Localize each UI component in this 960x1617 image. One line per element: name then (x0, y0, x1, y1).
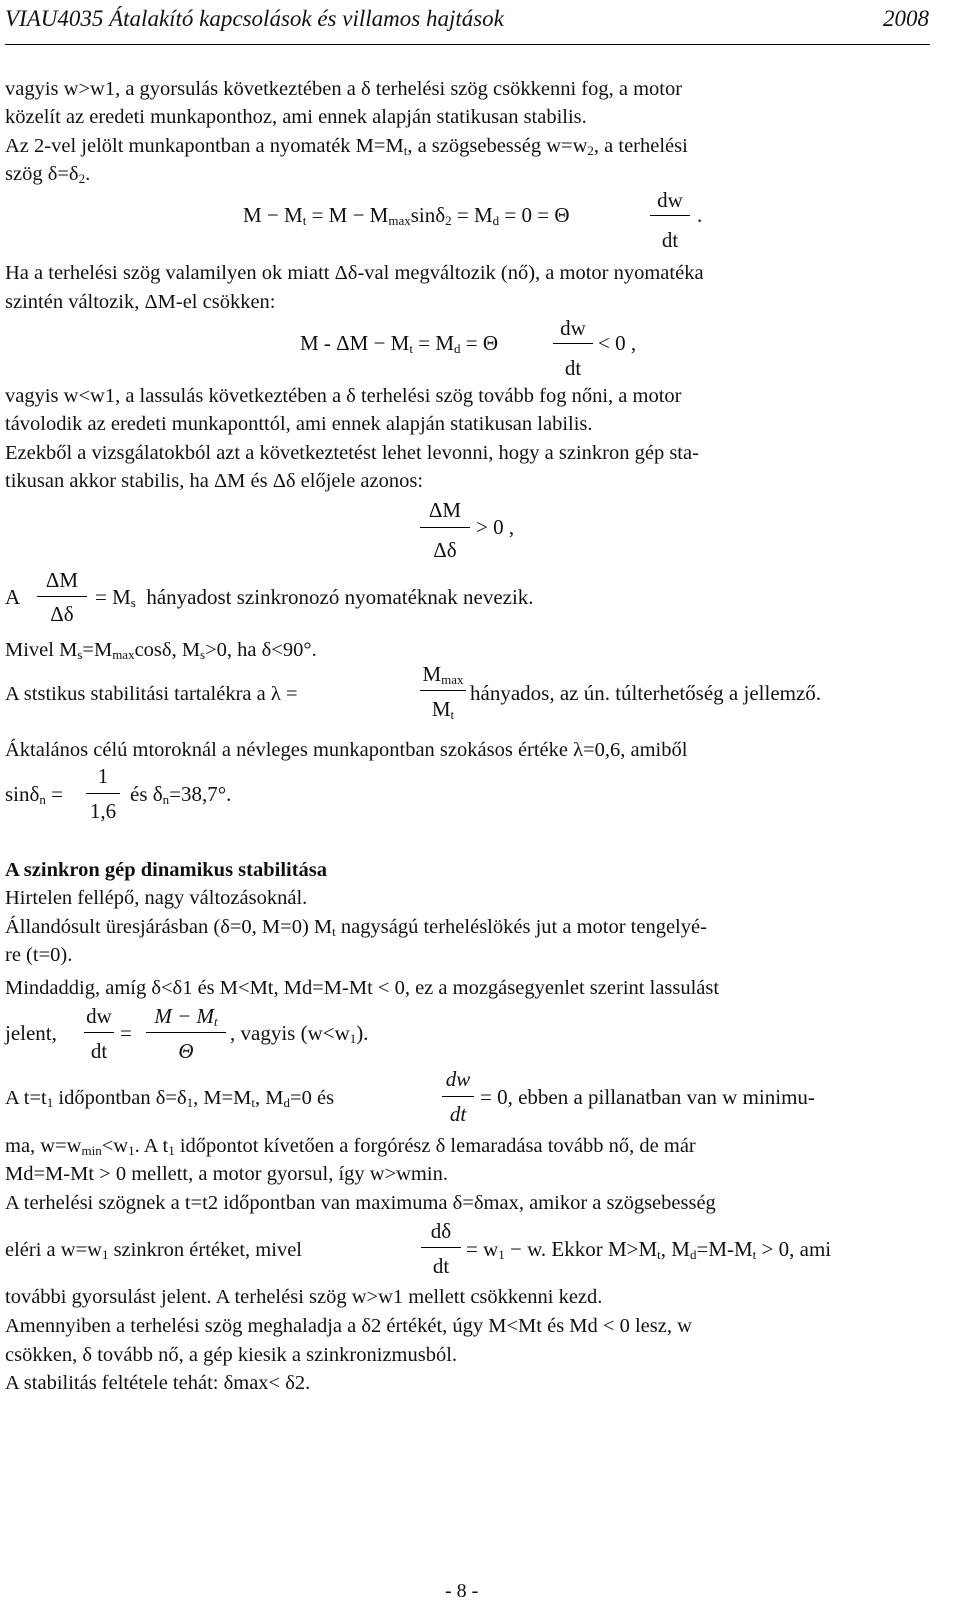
paragraph-line: csökken, δ tovább nő, a gép kiesik a szinkronizmusból. (5, 1344, 458, 1366)
fraction-denominator: dt (432, 1254, 450, 1278)
fraction-denominator: 1,6 (89, 799, 117, 823)
fraction-numerator: dδ (430, 1219, 452, 1243)
paragraph-line: szög $\delta=\delta_2$. (5, 163, 91, 186)
equation-positive: > 0 , (476, 515, 515, 539)
paragraph-line: vagyis w>w1, a gyorsulás következtében a δ terhelési szög csökkenni fog, a motor (5, 78, 683, 100)
fraction-bar (420, 527, 470, 528)
fraction-bar (442, 1096, 474, 1097)
equation-torque-balance: $M - M_t = M - M_{max}\sin\delta_2 = M_d = 0 = \Theta$ (243, 203, 570, 228)
equation-delta-n: és $\delta_n=38,7^\circ$. (130, 782, 232, 807)
paragraph-line: ma, $w=w_{min}<w_1$. A $t_1$ időpontot kívetően a forgórész δ lemaradása tovább nő, de már (5, 1135, 696, 1158)
fraction-bar (650, 215, 690, 216)
header-rule (5, 44, 930, 45)
header-year: 2008 (883, 6, 929, 31)
fraction-bar (84, 1032, 114, 1033)
equation-prefix: A (5, 585, 21, 609)
fraction-bar (420, 690, 466, 691)
paragraph-line: A ststikus stabilitási tartalékra a λ = (5, 683, 298, 705)
paragraph-line: Áktalános célú mtoroknál a névleges munkapontban szokásos értéke λ=0,6, amiből (5, 739, 688, 761)
equation-synchronizing-torque: = $M_s$ hányadost szinkronozó nyomatéknak nevezik. (95, 585, 534, 610)
paragraph-line: A terhelési szögnek a t=t2 időpontban van maximuma δ=δmax, amikor a szögsebesség (5, 1192, 716, 1214)
fraction-denominator: Δδ (433, 538, 457, 562)
header-course-title: VIAU4035 Átalakító kapcsolások és villamos hajtások (5, 6, 504, 31)
fraction-denominator: dt (90, 1039, 108, 1063)
paragraph-line: Amennyiben a terhelési szög meghaladja a δ2 értékét, úgy M<Mt és Md < 0 lesz, w (5, 1315, 692, 1337)
paragraph-line: szintén változik, ΔM-el csökken: (5, 291, 276, 313)
fraction-numerator: dw (445, 1067, 471, 1091)
fraction-bar (421, 1247, 461, 1248)
paragraph-line: = $w_1 - w$. Ekkor $M>M_t$, $M_d=M-M_t > 0$, ami (466, 1237, 832, 1262)
equation-suffix: , vagyis $(w<w_1)$. (230, 1021, 369, 1046)
paragraph-line: távolodik az eredeti munkaponttól, ami ennek alapján statikusan labilis. (5, 413, 593, 435)
fraction-numerator: dw (560, 316, 586, 340)
paragraph-line: = 0, ebben a pillanatban van w minimu- (480, 1085, 815, 1109)
paragraph-line: közelít az eredeti munkaponthoz, ami ennek alapján statikusan stabilis. (5, 106, 587, 128)
paragraph-line: Ezekből a vizsgálatokból azt a következtetést lehet levonni, hogy a szinkron gép sta- (5, 442, 699, 464)
fraction-numerator: dw (657, 188, 683, 212)
paragraph-line: Hirtelen fellépő, nagy változásoknál. (5, 887, 308, 909)
fraction-numerator: 1 (97, 764, 109, 788)
fraction-denominator: Θ (178, 1039, 194, 1063)
paragraph-line: Állandósult üresjárásban (δ=0, M=0) $M_t$ nagyságú terheléslökés jut a motor tengelyé- (5, 916, 707, 939)
equation-torque-decrease: $M - \Delta M - M_t = M_d = \Theta$ (300, 331, 499, 356)
running-header (5, 6, 929, 40)
paragraph-line: Mindaddig, amíg δ<δ1 és M<Mt, Md=M-Mt < 0, ez a mozgásegyenlet szerint lassulást (5, 977, 720, 999)
fraction-numerator: $M_{max}$ (422, 662, 464, 687)
fraction-bar (37, 596, 87, 597)
fraction-numerator: ΔM (45, 568, 79, 592)
paragraph-line: vagyis w<w1, a lassulás következtében a δ terhelési szög tovább fog nőni, a motor (5, 385, 682, 407)
paragraph-line: A stabilitás feltétele tehát: δmax< δ2. (5, 1372, 311, 1394)
paragraph-line: eléri a $w=w_1$ szinkron értéket, mivel (5, 1239, 302, 1262)
fraction-numerator: dw (86, 1004, 112, 1028)
fraction-bar (86, 793, 120, 794)
equation-equals: = (120, 1021, 132, 1045)
fraction-bar (146, 1032, 226, 1033)
paragraph-line: Ha a terhelési szög valamilyen ok miatt Δδ-val megváltozik (nő), a motor nyomatéka (5, 262, 704, 284)
paragraph-line: A $t=t_1$ időpontban $\delta=\delta_1$, $M=M_t$, $M_d=0$ és (5, 1087, 335, 1110)
paragraph-line: re (t=0). (5, 944, 73, 966)
fraction-denominator: dt (564, 356, 582, 380)
paragraph-line: Md=M-Mt > 0 mellett, a motor gyorsul, így w>wmin. (5, 1163, 448, 1185)
fraction-denominator: dt (661, 228, 679, 252)
fraction-bar (553, 343, 593, 344)
fraction-denominator: dt (449, 1102, 467, 1126)
paragraph-line: hányados, az ún. túlterhetőség a jellemző. (470, 681, 822, 705)
paragraph-line: tikusan akkor stabilis, ha ΔM és Δδ előjele azonos: (5, 470, 424, 492)
equation-prefix: jelent, (5, 1021, 57, 1045)
equation-sin-delta: sinδ$_n$ = (5, 782, 63, 807)
fraction-denominator: Δδ (50, 602, 74, 626)
paragraph-line: további gyorsulást jelent. A terhelési szög w>w1 mellett csökkenni kezd. (5, 1286, 603, 1308)
page-number: - 8 - (445, 1580, 479, 1602)
fraction-numerator: ΔM (428, 498, 462, 522)
equation-inequality: < 0 , (598, 331, 637, 355)
paragraph-line: Az 2-vel jelölt munkapontban a nyomaték $M=M_t$, a szögsebesség $w=w_2$, a terhelési (5, 135, 688, 158)
paragraph-line: Mivel $M_s=M_{max}\cos\delta$, $M_s>0$, ha δ<90°. (5, 639, 317, 662)
fraction-numerator: $M - M_t$ (154, 1004, 218, 1029)
equation-period: . (697, 203, 703, 227)
fraction-denominator: $M_t$ (431, 697, 455, 722)
section-title: A szinkron gép dinamikus stabilitása (5, 859, 328, 881)
